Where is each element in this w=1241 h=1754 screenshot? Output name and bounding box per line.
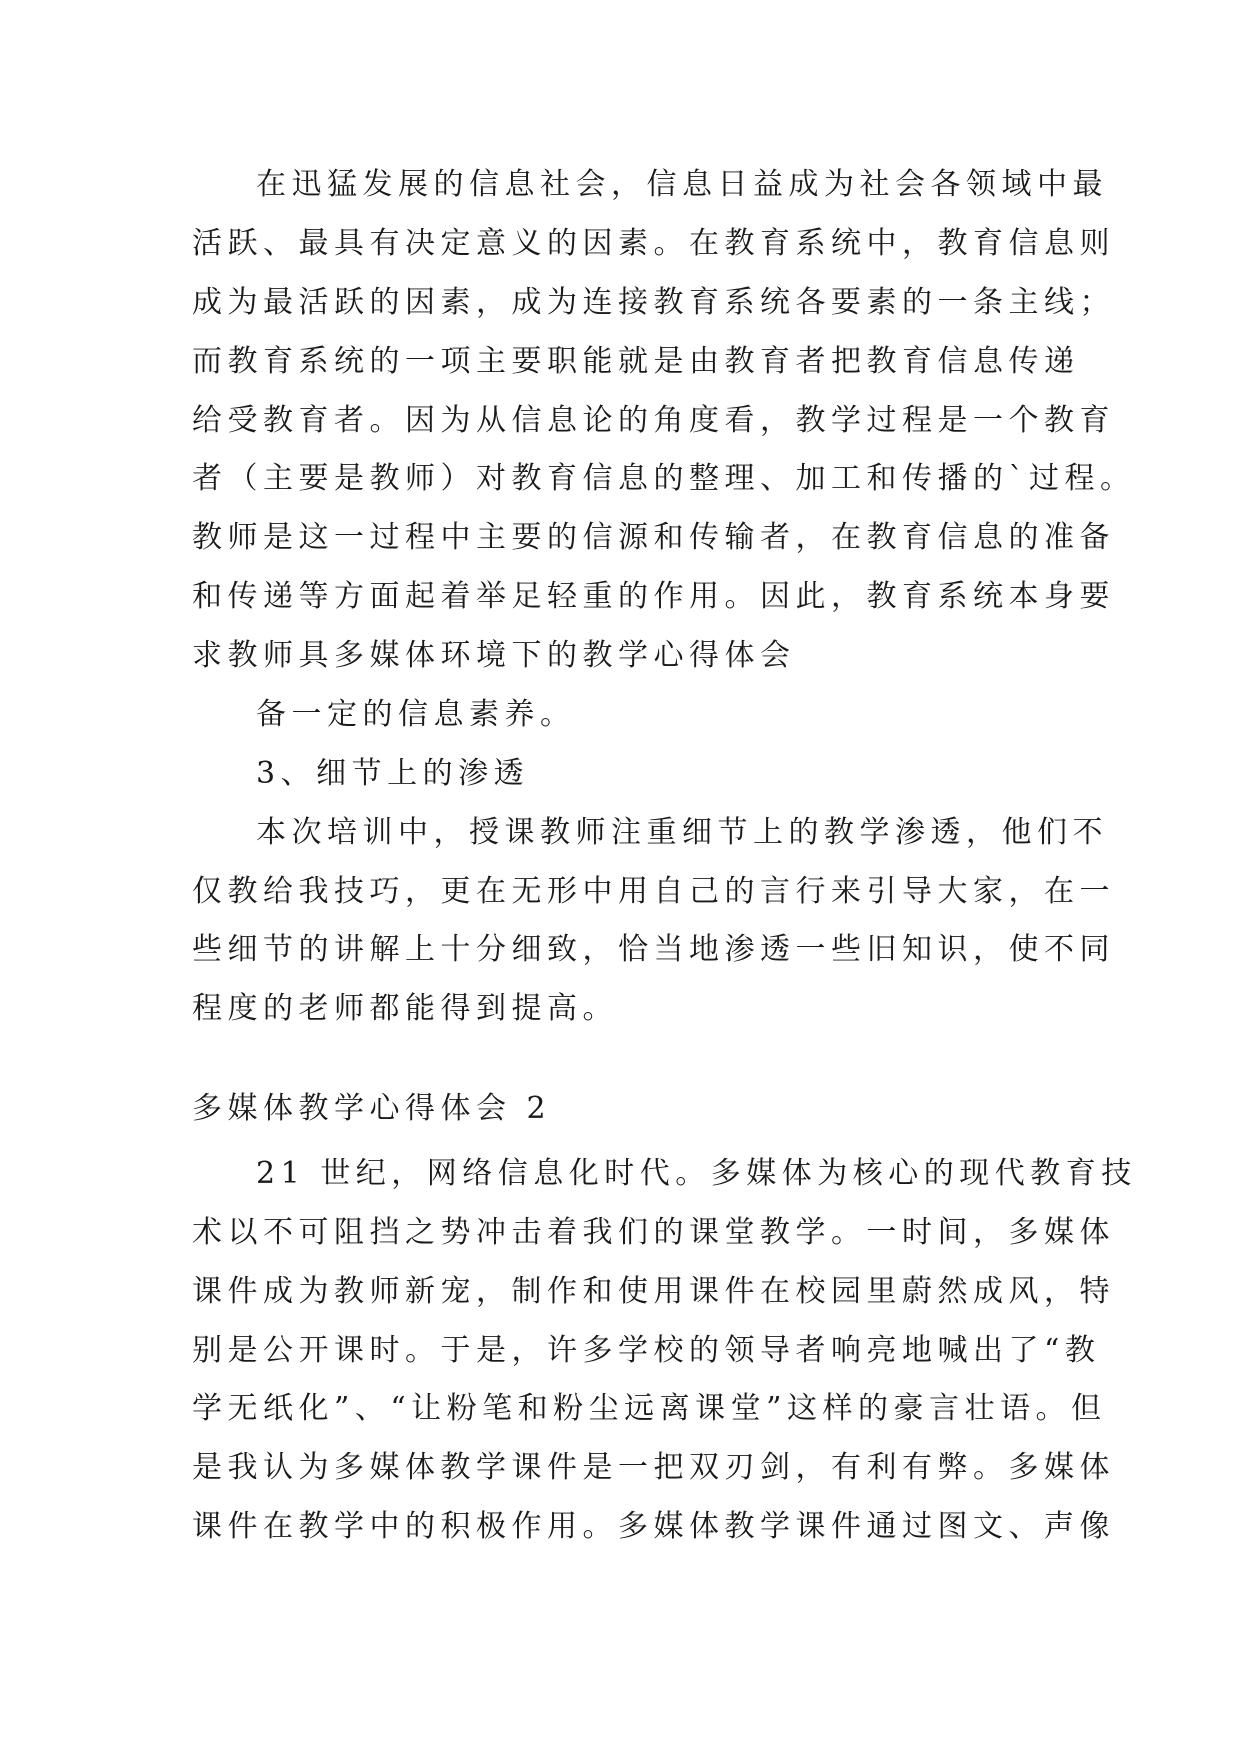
paragraph-line: 求教师具多媒体环境下的教学心得体会 — [192, 638, 796, 673]
paragraph-line: 学无纸化”、“让粉笔和粉尘远离课堂”这样的豪言壮语。但 — [192, 1391, 1107, 1426]
paragraph-line: 教师是这一过程中主要的信源和传输者，在教育信息的准备 — [192, 520, 1115, 555]
paragraph-line: 备一定的信息素养。 — [256, 697, 576, 732]
section-title: 多媒体教学心得体会 2 — [192, 1091, 552, 1126]
paragraph-line: 活跃、最具有决定意义的因素。在教育系统中，教育信息则 — [192, 226, 1115, 261]
paragraph-line: 课件在教学中的积极作用。多媒体教学课件通过图文、声像 — [192, 1509, 1115, 1544]
paragraph-line: 和传递等方面起着举足轻重的作用。因此，教育系统本身要 — [192, 579, 1115, 614]
paragraph-line: 术以不可阻挡之势冲击着我们的课堂教学。一时间，多媒体 — [192, 1215, 1115, 1250]
paragraph-line: 21 世纪，网络信息化时代。多媒体为核心的现代教育技 — [256, 1156, 1137, 1191]
paragraph-line: 些细节的讲解上十分细致，恰当地渗透一些旧知识，使不同 — [192, 932, 1115, 967]
paragraph-line: 仅教给我技巧，更在无形中用自己的言行来引导大家，在一 — [192, 874, 1115, 909]
paragraph-line: 是我认为多媒体教学课件是一把双刃剑，有利有弊。多媒体 — [192, 1450, 1115, 1485]
paragraph-line: 程度的老师都能得到提高。 — [192, 991, 618, 1026]
paragraph-line: 给受教育者。因为从信息论的角度看，教学过程是一个教育 — [192, 403, 1115, 438]
paragraph-line: 本次培训中，授课教师注重细节上的教学渗透，他们不 — [256, 815, 1108, 850]
paragraph-line: 课件成为教师新宠，制作和使用课件在校园里蔚然成风，特 — [192, 1274, 1115, 1309]
section-subheading: 3、细节上的渗透 — [256, 756, 530, 791]
paragraph-line: 成为最活跃的因素，成为连接教育系统各要素的一条主线； — [192, 285, 1115, 320]
paragraph-line: 别是公开课时。于是，许多学校的领导者响亮地喊出了“教 — [192, 1333, 1101, 1368]
paragraph-line: 在迅猛发展的信息社会，信息日益成为社会各领域中最 — [256, 167, 1108, 202]
paragraph-line: 者（主要是教师）对教育信息的整理、加工和传播的`过程。 — [192, 461, 1136, 496]
paragraph-line: 而教育系统的一项主要职能就是由教育者把教育信息传递 — [192, 344, 1080, 379]
